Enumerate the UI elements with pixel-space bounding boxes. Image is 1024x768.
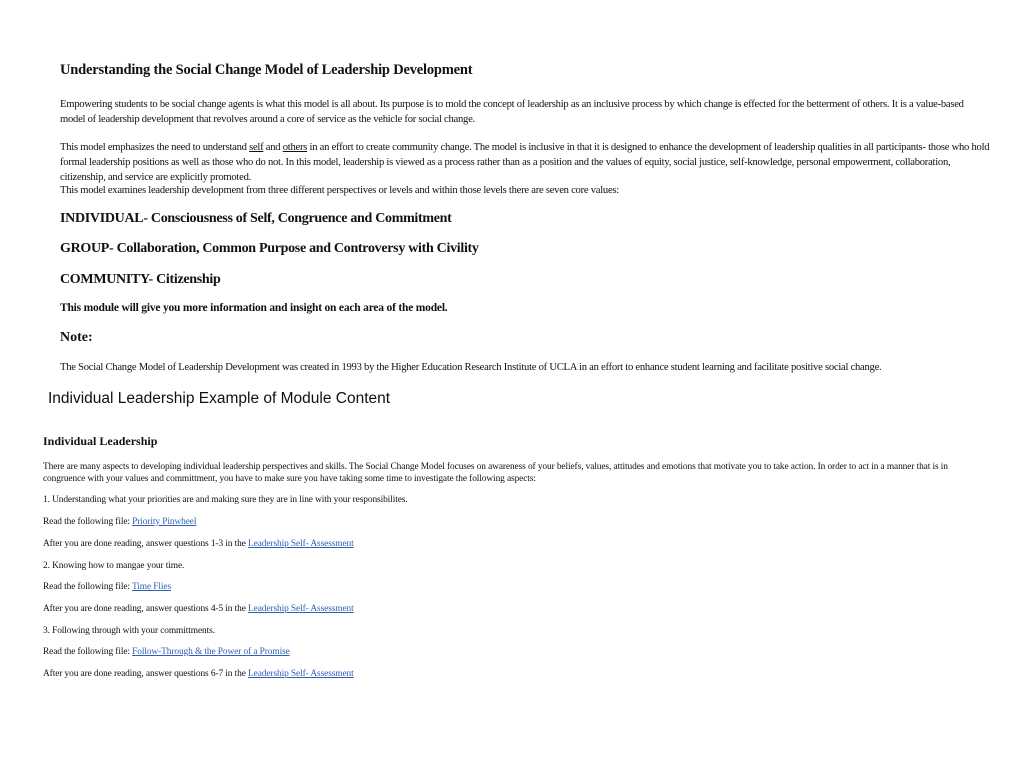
- aspect-3: 3. Following through with your committments.: [43, 626, 215, 636]
- paragraph-emphasis-end: in an effort to create community change. The model is inclusive in that it is designed to enhance the development of leadership qualities in all participants- those who hold formal leadership positions as well as those who do not. In this model, leadership is viewed as a process rather than as a position and the values of equity, social justice, self-knowledge, personal empowerment, collaboration, citizenship, and service are explicitly promoted.: [60, 142, 990, 183]
- after-prefix: After you are done reading, answer questions: [43, 669, 211, 679]
- note-text: The Social Change Model of Leadership Development was created in 1993 by the Higher Education Research Institute of UCLA in an effort to enhance student learning and facilitate positive social change.: [60, 362, 882, 373]
- paragraph-emphasis-start: This model emphasizes the need to understand: [60, 142, 250, 153]
- note-heading: Note:: [60, 330, 93, 345]
- paragraph-emphasis-and: and: [263, 142, 283, 153]
- assessment-link[interactable]: Leadership Self- Assessment: [248, 604, 354, 614]
- after-in-the: in the: [223, 669, 249, 679]
- self-underlined: self: [249, 142, 264, 153]
- question-range: 4-5: [210, 604, 224, 614]
- aspect-1: 1. Understanding what your priorities are and making sure they are in line with your responsibilites.: [43, 495, 408, 505]
- read-prefix: Read the following file:: [43, 647, 133, 657]
- paragraph-emphasis: [60, 140, 990, 185]
- intro-paragraph: There are many aspects to developing individual leadership perspectives and skills. The Social Change Model focuses on awareness of your beliefs, values, attitudes and emotions that motivate you to take action. In order to act in a manner that is in congruence with your values and committment, you have to make sure you have taking some time to investigate the following aspects:: [43, 462, 948, 484]
- assessment-link[interactable]: Leadership Self- Assessment: [248, 539, 354, 549]
- page-title: Understanding the Social Change Model of Leadership Development: [60, 62, 473, 78]
- after-prefix: After you are done reading, answer questions: [43, 539, 211, 549]
- after-in-the: in the: [223, 539, 249, 549]
- aspect-2: 2. Knowing how to mangae your time.: [43, 561, 185, 571]
- read-prefix: Read the following file:: [43, 582, 132, 592]
- question-range: 6-7: [210, 669, 224, 679]
- example-caption: Individual Leadership Example of Module Content: [48, 390, 391, 407]
- heading-group: GROUP- Collaboration, Common Purpose and Controversy with Civility: [60, 241, 479, 256]
- read-file-2: [43, 581, 988, 593]
- file-link-time-flies[interactable]: Time Flies: [131, 582, 172, 592]
- others-underlined: others: [282, 142, 308, 153]
- after-prefix: After you are done reading, answer questions: [43, 604, 211, 614]
- answer-line-3: [43, 668, 988, 680]
- question-range: 1-3: [210, 539, 224, 549]
- answer-line-2: [43, 603, 988, 615]
- answer-line-1: [43, 538, 988, 550]
- read-prefix: Read the following file:: [43, 517, 133, 527]
- after-in-the: in the: [223, 604, 249, 614]
- file-link-priority-pinwheel[interactable]: Priority Pinwheel: [132, 517, 197, 527]
- heading-individual: INDIVIDUAL- Consciousness of Self, Congruence and Commitment: [60, 211, 452, 226]
- file-link-follow-through[interactable]: Follow-Through & the Power of a Promise: [132, 647, 290, 657]
- assessment-link[interactable]: Leadership Self- Assessment: [248, 669, 354, 679]
- section-title: Individual Leadership: [43, 434, 158, 448]
- heading-community: COMMUNITY- Citizenship: [60, 272, 221, 287]
- read-file-3: [43, 646, 988, 658]
- paragraph-perspectives: This model examines leadership development from three different perspectives or levels and within those levels there are seven core values:: [60, 185, 619, 196]
- module-info: This module will give you more information and insight on each area of the model.: [60, 302, 448, 314]
- read-file-1: [43, 516, 988, 528]
- paragraph-purpose: Empowering students to be social change agents is what this model is all about. Its purpose is to mold the concept of leadership as an inclusive process by which change is effected for the betterment of others. It is a value-based model of leadership development that revolves around a core of service as the vehicle for social change.: [60, 99, 964, 125]
